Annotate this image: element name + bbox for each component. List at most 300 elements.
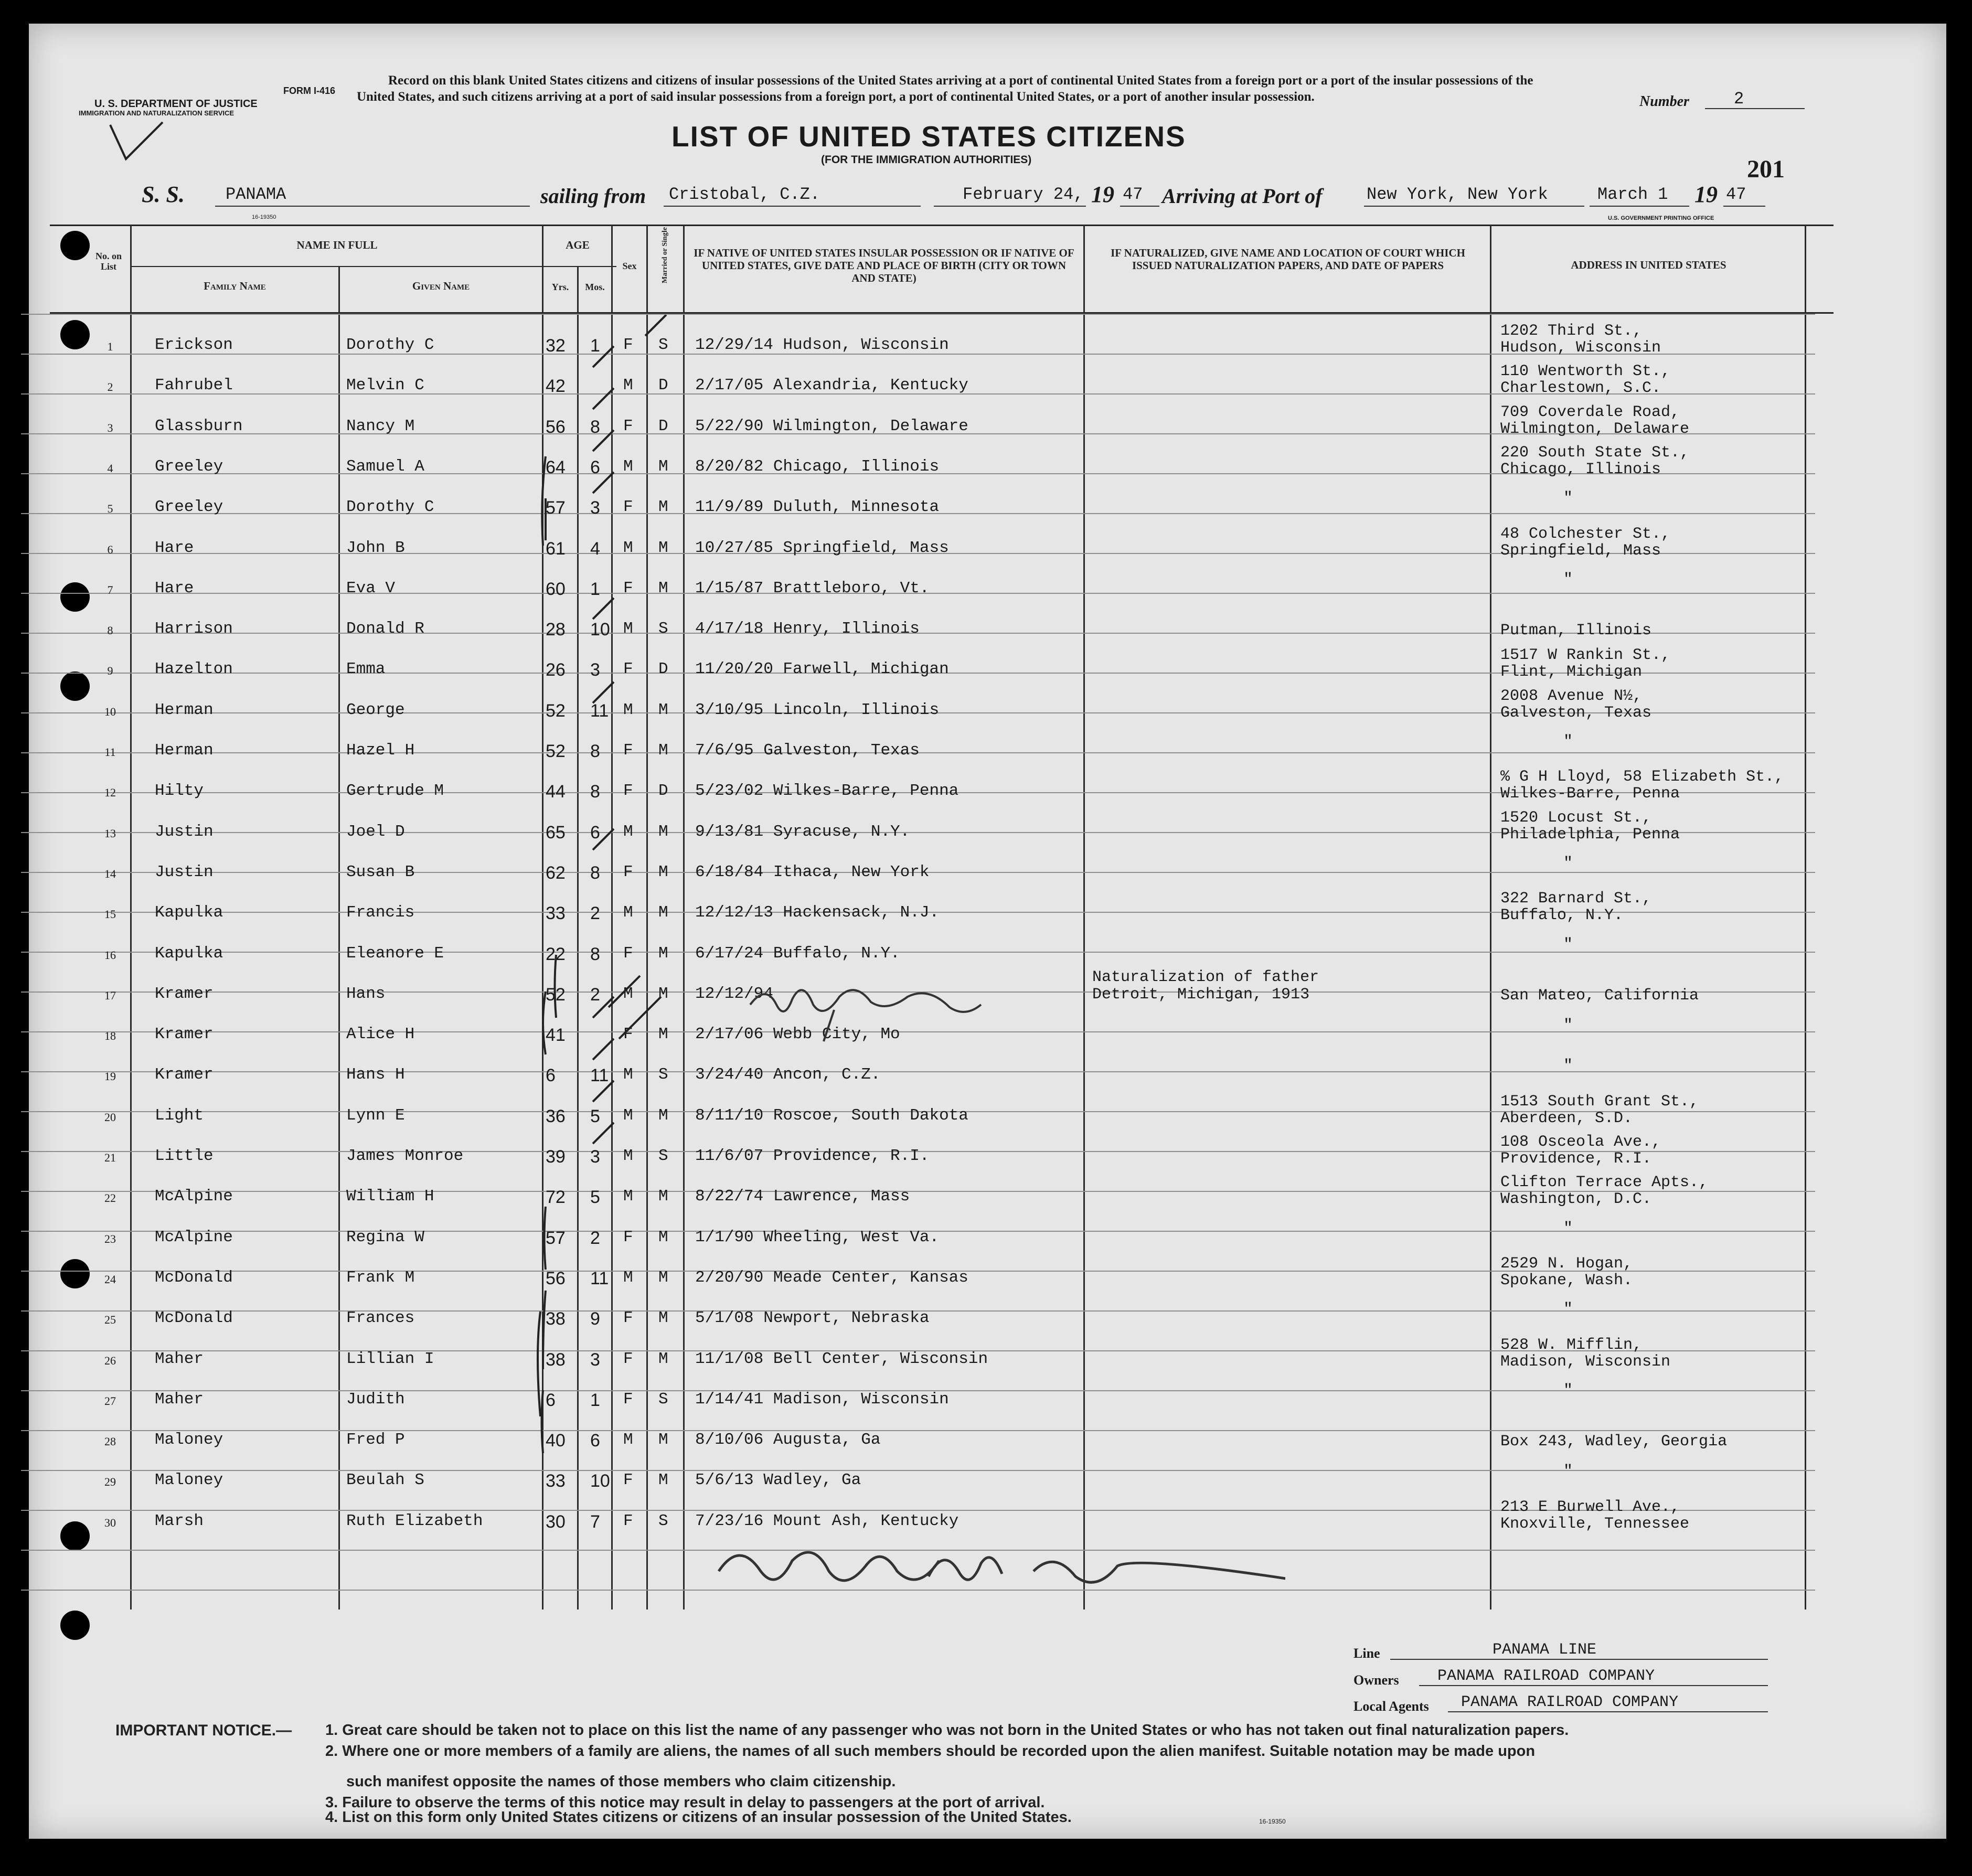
birth-date-place: 6/17/24 Buffalo, N.Y. <box>695 944 900 963</box>
given-name: Regina W <box>346 1228 424 1246</box>
address-line-1: " <box>1563 571 1573 589</box>
code-mark-top: 16-19350 <box>252 214 276 220</box>
birth-date-place: 8/22/74 Lawrence, Mass <box>695 1187 910 1206</box>
address-line-1: Box 243, Wadley, Georgia <box>1500 1433 1728 1451</box>
sex: F <box>623 863 633 881</box>
age-months: 8 <box>590 863 600 883</box>
given-name: Beulah S <box>346 1471 424 1489</box>
given-name: William H <box>346 1187 434 1206</box>
form-number: FORM I-416 <box>283 86 336 96</box>
age-years: 32 <box>546 336 566 356</box>
age-years: 22 <box>546 944 566 964</box>
punch-hole <box>60 1521 90 1551</box>
row-rule <box>21 1071 1815 1072</box>
sex: M <box>623 539 633 557</box>
family-name: Kapulka <box>155 903 223 922</box>
family-name: Marsh <box>155 1512 204 1530</box>
age-years: 26 <box>546 660 566 680</box>
header-sex: Sex <box>622 261 637 271</box>
age-months: 10 <box>590 1471 610 1491</box>
arriving-port-field <box>1364 185 1584 207</box>
age-months: 4 <box>590 539 600 559</box>
family-name: McDonald <box>155 1309 233 1327</box>
sex: F <box>623 1390 633 1409</box>
family-name: Kramer <box>155 1065 214 1084</box>
given-name: George <box>346 701 405 719</box>
given-name: Lillian I <box>346 1350 434 1368</box>
address-line-1: " <box>1563 1220 1573 1238</box>
marital-status: S <box>658 1512 668 1530</box>
row-rule <box>21 1430 1815 1431</box>
sex: F <box>623 782 633 800</box>
marital-status: S <box>658 1390 668 1409</box>
address-line-1: San Mateo, California <box>1500 987 1699 1005</box>
row-number: 5 <box>107 502 113 515</box>
address-line-1: " <box>1563 733 1573 751</box>
birth-date-place: 1/1/90 Wheeling, West Va. <box>695 1228 940 1246</box>
family-name: Maloney <box>155 1471 223 1489</box>
row-number: 1 <box>107 340 113 353</box>
given-name: Emma <box>346 660 386 678</box>
age-months: 6 <box>590 457 600 477</box>
row-rule <box>21 952 1815 953</box>
col-divider <box>1805 225 1806 1609</box>
marital-status: M <box>658 1431 668 1449</box>
page-title: LIST OF UNITED STATES CITIZENS <box>671 120 1186 153</box>
ship-name: PANAMA <box>226 185 286 204</box>
ship-field <box>215 185 530 207</box>
address-line-1: 48 Colchester St., <box>1500 525 1671 543</box>
sex: M <box>623 1106 633 1125</box>
row-number: 2 <box>107 380 113 393</box>
given-name: John B <box>346 539 405 557</box>
marital-status: M <box>658 1106 668 1125</box>
sailing-year-prefix: 19 <box>1091 182 1114 207</box>
age-months: 5 <box>590 1106 600 1126</box>
age-months: 1 <box>590 579 600 599</box>
col-divider <box>1490 225 1491 1609</box>
arrival-date-value: March 1 <box>1597 185 1668 204</box>
marital-status: M <box>658 1025 668 1043</box>
owners-field <box>1419 1668 1768 1686</box>
birth-date-place: 6/18/84 Ithaca, New York <box>695 863 930 881</box>
family-name: Harrison <box>155 620 233 638</box>
address-line-1: " <box>1563 1463 1573 1480</box>
notice-2b: such manifest opposite the names of those members who claim citizenship. <box>346 1773 896 1790</box>
age-years: 38 <box>546 1309 566 1329</box>
header-married-single: Married or Single <box>661 227 669 283</box>
family-name: Fahrubel <box>155 376 233 395</box>
sex: F <box>623 417 633 435</box>
address-line-1: 213 E Burwell Ave., <box>1500 1498 1680 1516</box>
marital-status: M <box>658 1228 668 1246</box>
sailing-date-value: February 24, <box>963 185 1084 204</box>
agents-label: Local Agents <box>1353 1699 1429 1714</box>
given-name: Dorothy C <box>346 498 434 516</box>
row-number: 8 <box>107 624 113 637</box>
age-months: 3 <box>590 498 600 518</box>
sex: M <box>623 985 633 1003</box>
row-number: 28 <box>104 1435 116 1448</box>
row-number: 18 <box>104 1029 116 1042</box>
age-months: 11 <box>590 1269 609 1288</box>
punch-hole <box>60 671 90 701</box>
table-top-border <box>50 225 1834 226</box>
birth-date-place: 4/17/18 Henry, Illinois <box>695 620 920 638</box>
arriving-port-value: New York, New York <box>1367 185 1548 204</box>
sex: M <box>623 701 633 719</box>
row-number: 15 <box>104 908 116 921</box>
row-number: 25 <box>104 1313 116 1326</box>
family-name: Maher <box>155 1350 204 1368</box>
marital-status: S <box>658 1147 668 1165</box>
age-months: 7 <box>590 1512 600 1532</box>
given-name: Frank M <box>346 1269 415 1287</box>
family-name: Maher <box>155 1390 204 1409</box>
line-value: PANAMA LINE <box>1493 1641 1597 1659</box>
age-months: 1 <box>590 1390 600 1410</box>
sex: F <box>623 1228 633 1246</box>
birth-date-place: 8/11/10 Roscoe, South Dakota <box>695 1106 968 1125</box>
row-number: 22 <box>104 1191 116 1205</box>
age-months: 1 <box>590 336 600 356</box>
sex: F <box>623 579 633 598</box>
header-yrs: Yrs. <box>551 282 569 292</box>
birth-date-place: 3/10/95 Lincoln, Illinois <box>695 701 940 719</box>
naturalization-location: Detroit, Michigan, 1913 <box>1092 986 1310 1004</box>
table-age-underline <box>543 266 616 267</box>
given-name: Judith <box>346 1390 405 1409</box>
sailing-year-value: 47 <box>1123 185 1143 204</box>
family-name: Herman <box>155 701 214 719</box>
family-name: McDonald <box>155 1269 233 1287</box>
age-months: 3 <box>590 660 600 680</box>
address-line-2: Washington, D.C. <box>1500 1190 1652 1208</box>
given-name: Hans H <box>346 1065 405 1084</box>
birth-date-place: 12/12/94 <box>695 985 773 1003</box>
address-line-1: Clifton Terrace Apts., <box>1500 1174 1709 1191</box>
birth-date-place: 11/20/20 Farwell, Michigan <box>695 660 949 678</box>
notice-1: 1. Great care should be taken not to place on this list the name of any passenger who was not born in the United States or who has not taken out final naturalization papers. <box>325 1722 1569 1739</box>
punch-hole <box>60 1611 90 1640</box>
birth-date-place: 2/17/06 Webb City, Mo <box>695 1025 900 1043</box>
birth-date-place: 11/6/07 Providence, R.I. <box>695 1147 930 1165</box>
age-years: 60 <box>546 579 566 599</box>
family-name: Greeley <box>155 457 223 476</box>
given-name: Frances <box>346 1309 415 1327</box>
row-number: 4 <box>107 462 113 475</box>
service-name: IMMIGRATION AND NATURALIZATION SERVICE <box>79 109 234 117</box>
address-line-2: Charlestown, S.C. <box>1500 379 1661 397</box>
age-years: 42 <box>546 376 566 396</box>
address-line-2: Providence, R.I. <box>1500 1150 1652 1168</box>
marital-status: D <box>658 660 668 678</box>
sex: M <box>623 457 633 476</box>
row-number: 7 <box>107 583 113 596</box>
sex: M <box>623 1065 633 1084</box>
sailing-label: sailing from <box>540 184 646 208</box>
number-field <box>1705 90 1805 109</box>
marital-status: M <box>658 701 668 719</box>
given-name: Dorothy C <box>346 336 434 354</box>
address-line-1: " <box>1563 489 1573 507</box>
age-years: 6 <box>546 1065 556 1085</box>
given-name: Joel D <box>346 823 405 841</box>
given-name: Nancy M <box>346 417 415 435</box>
given-name: Hans <box>346 985 386 1003</box>
marital-status: M <box>658 579 668 598</box>
header-address: ADDRESS IN UNITED STATES <box>1571 259 1726 271</box>
sex: M <box>623 1269 633 1287</box>
row-number: 26 <box>104 1354 116 1367</box>
col-divider <box>130 225 132 1609</box>
given-name: Hazel H <box>346 741 415 760</box>
sex: M <box>623 823 633 841</box>
family-name: Little <box>155 1147 214 1165</box>
row-number: 29 <box>104 1475 116 1488</box>
age-years: 61 <box>546 539 566 559</box>
row-number: 16 <box>104 948 116 962</box>
punch-hole <box>60 231 90 260</box>
age-months: 2 <box>590 1228 600 1248</box>
sailing-year-field <box>1120 185 1159 207</box>
sailing-date-field <box>934 185 1086 207</box>
family-name: McAlpine <box>155 1228 233 1246</box>
family-name: McAlpine <box>155 1187 233 1206</box>
marital-status: M <box>658 1187 668 1206</box>
family-name: Greeley <box>155 498 223 516</box>
birth-date-place: 5/1/08 Newport, Nebraska <box>695 1309 930 1327</box>
number-value: 2 <box>1734 89 1744 109</box>
family-name: Hazelton <box>155 660 233 678</box>
family-name: Glassburn <box>155 417 243 435</box>
given-name: Alice H <box>346 1025 415 1043</box>
birth-date-place: 8/10/06 Augusta, Ga <box>695 1431 881 1449</box>
family-name: Light <box>155 1106 204 1125</box>
age-years: 65 <box>546 823 566 843</box>
address-line-2: Madison, Wisconsin <box>1500 1353 1671 1371</box>
age-years: 38 <box>546 1350 566 1370</box>
owners-label: Owners <box>1353 1672 1399 1688</box>
age-years: 44 <box>546 782 566 802</box>
age-years: 56 <box>546 1269 566 1288</box>
line-field <box>1390 1642 1768 1660</box>
marital-status: D <box>658 417 668 435</box>
given-name: James Monroe <box>346 1147 464 1165</box>
col-divider <box>338 267 340 1609</box>
birth-date-place: 11/9/89 Duluth, Minnesota <box>695 498 940 516</box>
address-line-1: 1202 Third St., <box>1500 322 1643 340</box>
birth-date-place: 9/13/81 Syracuse, N.Y. <box>695 823 910 841</box>
age-years: 64 <box>546 457 566 477</box>
address-line-1: 528 W. Mifflin, <box>1500 1336 1643 1354</box>
address-line-2: Galveston, Texas <box>1500 704 1652 722</box>
agents-value: PANAMA RAILROAD COMPANY <box>1461 1693 1679 1711</box>
age-years: 56 <box>546 417 566 437</box>
age-years: 33 <box>546 903 566 923</box>
age-months: 3 <box>590 1350 600 1370</box>
notice-4: 4. List on this form only United States citizens or citizens of an insular possession of the United States. <box>325 1809 1072 1826</box>
birth-date-place: 2/20/90 Meade Center, Kansas <box>695 1269 968 1287</box>
age-months: 8 <box>590 417 600 437</box>
handwritten-signature <box>708 1540 1285 1605</box>
age-years: 52 <box>546 741 566 761</box>
birth-date-place: 12/12/13 Hackensack, N.J. <box>695 903 940 922</box>
arrival-year-value: 47 <box>1726 185 1746 204</box>
handwritten-ticks <box>525 315 703 1576</box>
marital-status: M <box>658 539 668 557</box>
given-name: Susan B <box>346 863 415 881</box>
arrival-year-field <box>1723 185 1765 207</box>
marital-status: M <box>658 1471 668 1489</box>
header-native: IF NATIVE OF UNITED STATES INSULAR POSSESSION OR IF NATIVE OF UNITED STATES, GIVE DATE AND PLACE OF BIRTH (CITY OR TOWN AND STATE) <box>694 247 1074 284</box>
given-name: Francis <box>346 903 415 922</box>
family-name: Erickson <box>155 336 233 354</box>
address-line-1: 108 Osceola Ave., <box>1500 1133 1661 1151</box>
address-line-2: Philadelphia, Penna <box>1500 826 1680 844</box>
address-line-1: 709 Coverdale Road, <box>1500 403 1680 421</box>
marital-status: D <box>658 376 668 395</box>
naturalization-court: Naturalization of father <box>1092 968 1319 986</box>
ship-prefix: S. S. <box>142 182 185 207</box>
given-name: Ruth Elizabeth <box>346 1512 483 1530</box>
sex: F <box>623 1025 633 1043</box>
marital-status: M <box>658 498 668 516</box>
address-line-2: Buffalo, N.Y. <box>1500 907 1624 924</box>
row-number: 20 <box>104 1111 116 1124</box>
age-months: 6 <box>590 1431 600 1451</box>
address-line-1: " <box>1563 936 1573 954</box>
birth-date-place: 7/6/95 Galveston, Texas <box>695 741 920 760</box>
sex: F <box>623 944 633 963</box>
address-line-1: " <box>1563 1301 1573 1318</box>
family-name: Kapulka <box>155 944 223 963</box>
address-line-2: Springfield, Mass <box>1500 542 1661 560</box>
sex: M <box>623 903 633 922</box>
age-months: 6 <box>590 823 600 843</box>
row-number: 17 <box>104 989 116 1002</box>
given-name: Fred P <box>346 1431 405 1449</box>
agents-field <box>1448 1694 1768 1712</box>
age-years: 41 <box>546 1025 566 1045</box>
row-number: 9 <box>107 664 113 677</box>
row-number: 19 <box>104 1070 116 1083</box>
page-stamp: 201 <box>1747 155 1785 183</box>
family-name: Justin <box>155 823 214 841</box>
age-months: 8 <box>590 782 600 802</box>
birth-date-place: 7/23/16 Mount Ash, Kentucky <box>695 1512 959 1530</box>
age-years: 39 <box>546 1147 566 1167</box>
sailing-from-value: Cristobal, C.Z. <box>669 185 820 204</box>
address-line-1: 1520 Locust St., <box>1500 809 1652 827</box>
age-years: 30 <box>546 1512 566 1532</box>
given-name: Eva V <box>346 579 396 598</box>
marital-status: M <box>658 863 668 881</box>
age-months: 10 <box>590 620 610 639</box>
age-months: 11 <box>590 1065 609 1085</box>
address-line-2: Aberdeen, S.D. <box>1500 1110 1633 1127</box>
header-mos: Mos. <box>585 282 605 292</box>
sex: M <box>623 1431 633 1449</box>
intro-text: Record on this blank United States citizens and citizens of insular possessions of the United States arriving at a port of continental United States from a foreign port or a port of the insular possessions of the United States, and such citizens arriving at a port of said insular possessions from a foreign port, a port of continental United States, or a port of another insular possession. <box>357 73 1533 104</box>
age-years: 40 <box>546 1431 566 1451</box>
row-number: 27 <box>104 1394 116 1408</box>
birth-date-place: 5/22/90 Wilmington, Delaware <box>695 417 968 435</box>
punch-hole <box>60 320 90 349</box>
birth-date-place: 5/23/02 Wilkes-Barre, Penna <box>695 782 959 800</box>
notice-title: IMPORTANT NOTICE.— <box>115 1722 292 1739</box>
address-line-2: Wilkes-Barre, Penna <box>1500 785 1680 803</box>
line-label: Line <box>1353 1646 1380 1661</box>
code-mark-bottom: 16-19350 <box>1259 1818 1286 1825</box>
notice-3: 3. Failure to observe the terms of this notice may result in delay to passengers at the port of arrival. <box>325 1794 1045 1811</box>
table-name-underline <box>131 266 582 267</box>
marital-status: S <box>658 1065 668 1084</box>
address-line-2: Knoxville, Tennessee <box>1500 1515 1690 1533</box>
address-line-2: Hudson, Wisconsin <box>1500 339 1661 357</box>
sex: F <box>623 660 633 678</box>
marital-status: M <box>658 823 668 841</box>
family-name: Kramer <box>155 985 214 1003</box>
owners-value: PANAMA RAILROAD COMPANY <box>1437 1667 1655 1685</box>
birth-date-place: 5/6/13 Wadley, Ga <box>695 1471 861 1489</box>
age-years: 52 <box>546 701 566 721</box>
header-name-in-full: NAME IN FULL <box>296 239 378 251</box>
header-family-name: Family Name <box>204 280 266 292</box>
address-line-1: 2008 Avenue N½, <box>1500 687 1643 705</box>
age-years: 36 <box>546 1106 566 1126</box>
age-months: 11 <box>590 701 609 721</box>
sex: M <box>623 620 633 638</box>
page-subtitle: (FOR THE IMMIGRATION AUTHORITIES) <box>821 154 1032 166</box>
row-number: 23 <box>104 1232 116 1245</box>
row-rule <box>21 314 1815 315</box>
birth-date-place: 2/17/05 Alexandria, Kentucky <box>695 376 968 395</box>
address-line-2: Wilmington, Delaware <box>1500 420 1690 438</box>
col-divider <box>1083 225 1085 1609</box>
row-rule <box>21 1470 1815 1471</box>
age-years: 33 <box>546 1471 566 1491</box>
header-age: AGE <box>566 239 590 251</box>
address-line-2: Chicago, Illinois <box>1500 461 1661 478</box>
row-number: 3 <box>107 421 113 434</box>
row-number: 10 <box>104 705 116 718</box>
birth-date-place: 1/14/41 Madison, Wisconsin <box>695 1390 949 1409</box>
age-months: 5 <box>590 1187 600 1207</box>
address-line-1: " <box>1563 855 1573 872</box>
department-name: U. S. DEPARTMENT OF JUSTICE <box>94 98 258 110</box>
address-line-1: 1517 W Rankin St., <box>1500 646 1671 664</box>
marital-status: M <box>658 944 668 963</box>
row-number: 14 <box>104 867 116 880</box>
punch-hole <box>60 582 90 612</box>
sex: M <box>623 376 633 395</box>
age-years: 57 <box>546 498 566 518</box>
handwritten-annotation <box>745 973 1018 1049</box>
row-number: 11 <box>104 745 116 759</box>
arrival-date-field <box>1590 185 1689 207</box>
address-line-1: 220 South State St., <box>1500 444 1690 462</box>
birth-date-place: 1/15/87 Brattleboro, Vt. <box>695 579 930 598</box>
row-number: 24 <box>104 1273 116 1286</box>
marital-status: M <box>658 985 668 1003</box>
given-name: Gertrude M <box>346 782 444 800</box>
marital-status: S <box>658 620 668 638</box>
printer-mark: U.S. GOVERNMENT PRINTING OFFICE <box>1608 215 1714 221</box>
address-line-1: " <box>1563 1382 1573 1400</box>
sex: F <box>623 1471 633 1489</box>
row-number: 6 <box>107 543 113 556</box>
